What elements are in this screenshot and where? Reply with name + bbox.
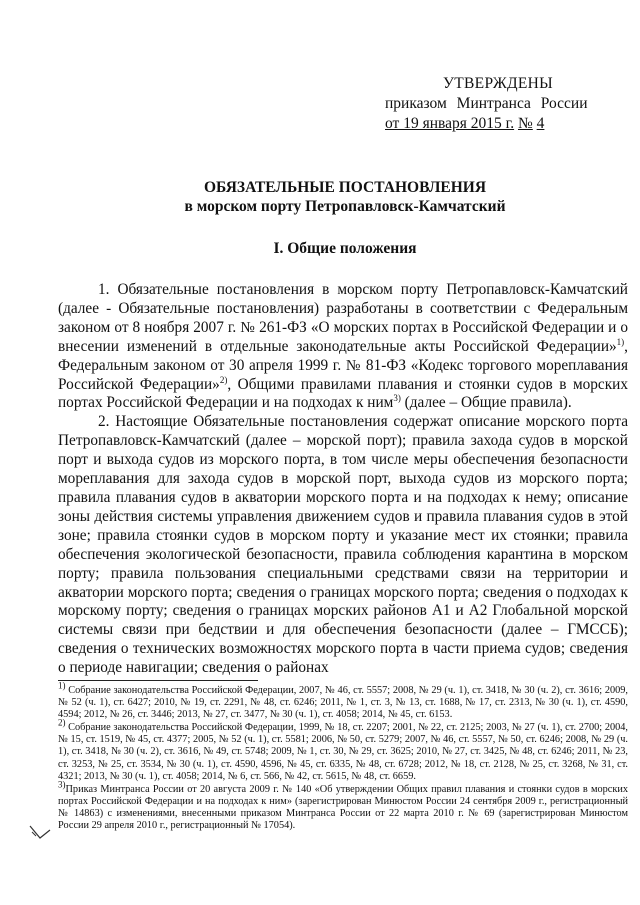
pen-check-mark — [26, 820, 56, 848]
paragraph-1: 1. Обязательные постановления в морском порту Петропавловск-Камчатский (далее - Обязательные постановления) разработаны в соответствии с Федеральным законом от 8 ноября 2007 г. № 261-ФЗ «О морских портах в Российской Федерации и о внесении изменений в отдельные законодательные акты Российской Федерации»$^{1)}$, Федеральным законом от 30 апреля 1999 г. № 81-ФЗ «Кодекс торгового мореплавания Российской Федерации»$^{2)}$, Общими правилами плавания и стоянки судов в морских портах Российской Федерации и на подходах к ним$^{3)}$ (далее – Общие правила). — [58, 281, 628, 412]
document-title — [60, 178, 630, 216]
footnote-3: $^{3)}$Приказ Минтранса России от 20 августа 2009 г. № 140 «Об утверждении Общих правил плавания и стоянки судов в морских портах Российской Федерации и на подходах к ним» (зарегистрирован Минюстом России 24 сентября 2009 г., регистрационный № 14863) с изменениями, внесенными приказом Минтранса России от 22 марта 2010 г. № 69 (зарегистрирован Минюстом России 29 апреля 2010 г., регистрационный № 17054). — [58, 779, 628, 832]
approval-stamp — [385, 74, 615, 134]
title-line-1: ОБЯЗАТЕЛЬНЫЕ ПОСТАНОВЛЕНИЯ — [203, 179, 487, 196]
section-heading: I. Общие положения — [273, 240, 417, 257]
footnote-ref-2: 2) — [219, 374, 228, 385]
footnote-divider — [58, 680, 258, 681]
approval-order-line: приказом Минтранса России — [385, 95, 588, 112]
footnote-1: $^{1)}$ Собрание законодательства Российской Федерации, 2007, № 46, ст. 5557; 2008, № 29 (ч. 1), ст. 3418, № 30 (ч. 2), ст. 3616; 2009, № 52 (ч. 1), ст. 6427; 2010, № 19, ст. 2291, № 48, ст. 6246; 2011, № 1, ст. 3, № 13, ст. 1688, № 17, ст. 2313, № 30 (ч. 1), ст. 4590, 4594; 2012, № 26, ст. 3446; 2013, № 27, ст. 3477, № 30 (ч. 1), ст. 4058; 2014, № 45, ст. 6153. — [58, 680, 628, 721]
footnote-ref-1: 1) — [616, 336, 625, 347]
approval-number: 4 — [536, 115, 545, 132]
footnote-ref-3: 3) — [393, 393, 401, 404]
approval-number-label: № — [517, 115, 533, 132]
approval-date-line — [385, 114, 615, 134]
document-body — [58, 281, 628, 678]
footnotes — [58, 680, 628, 833]
approval-heading: УТВЕРЖДЕНЫ — [443, 75, 553, 92]
title-line-2: в морском порту Петропавловск-Камчатский — [184, 198, 506, 215]
paragraph-2: 2. Настоящие Обязательные постановления содержат описание морского порта Петропавловск-Камчатский (далее – морской порт); правила захода судов в морской порт и выхода судов из морского порта, в том числе меры обеспечения безопасности мореплавания для захода судов в морской порт, выхода судов из морского порта; правила плавания судов в акватории морского порта и на подходах к нему; описание зоны действия системы управления движением судов и правила плавания судов в этой зоне; правила стоянки судов в морском порту и указание мест их стоянки; правила обеспечения экологической безопасности, правила соблюдения карантина в морском порту; правила пользования специальными средствами связи на территории и акватории морского порта; сведения о границах морского порта; сведения о подходах к морскому порту; сведения о границах морских районов А1 и А2 Глобальной морской системы связи при бедствии и для обеспечения безопасности (далее – ГМССБ); сведения о технических возможностях морского порта в части приема судов; сведения о периоде навигации; сведения о районах — [58, 413, 628, 677]
footnote-2: $^{2)}$ Собрание законодательства Российской Федерации, 1999, № 18, ст. 2207; 2001, № 22, ст. 2125; 2003, № 27 (ч. 1), ст. 2700; 2004, № 15, ст. 1519, № 45, ст. 4377; 2005, № 52 (ч. 1), ст. 5581; 2006, № 50, ст. 5279; 2007, № 46, ст. 5557, № 50, ст. 6246; 2008, № 29 (ч. 1), ст. 3418, № 30 (ч. 2), ст. 3616, № 49, ст. 5748; 2009, № 1, ст. 30, № 29, ст. 3625; 2010, № 27, ст. 3425, № 48, ст. 6246; 2011, № 23, ст. 3253, № 25, ст. 3534, № 30 (ч. 1), ст. 4590, 4596, № 45, ст. 6335, № 48, ст. 6728; 2012, № 18, ст. 2128, № 25, ст. 3268, № 31, ст. 4321; 2013, № 30 (ч. 1), ст. 4058; 2014, № 6, ст. 566, № 42, ст. 5615, № 48, ст. 6659. — [58, 717, 628, 782]
approval-date: от 19 января 2015 г. — [385, 115, 515, 132]
